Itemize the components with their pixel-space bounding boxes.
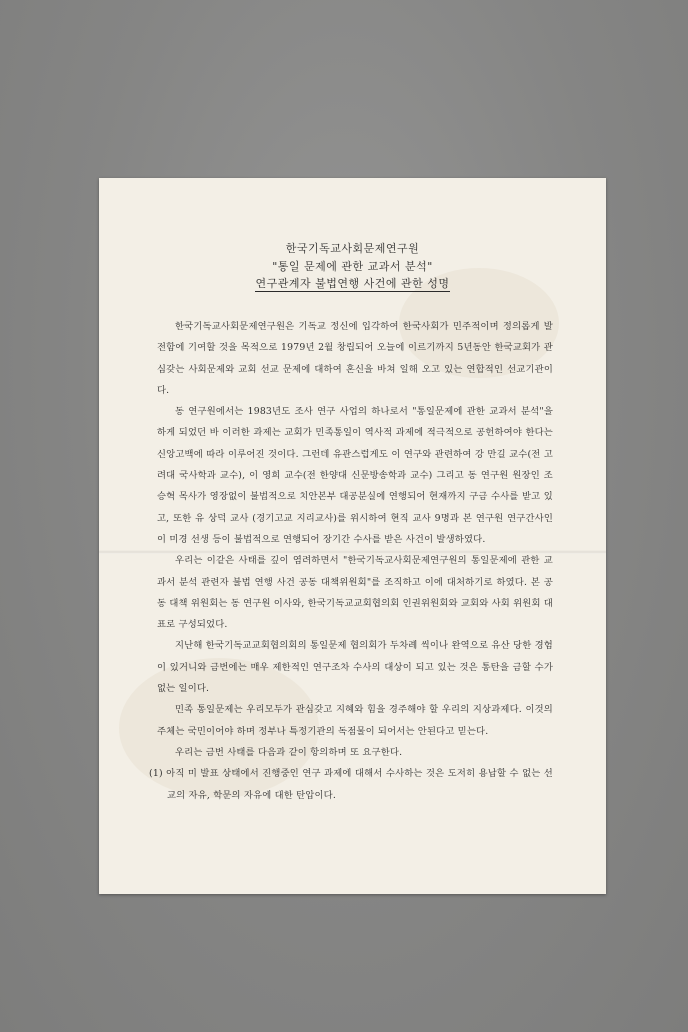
demand-item-1: (1) 아직 미 발표 상태에서 진행중인 연구 과제에 대해서 수사하는 것은 도저히 용납할 수 없는 선교의 자유, 학문의 자유에 대한 탄압이다.: [149, 768, 553, 801]
heading-title: [99, 275, 606, 291]
statement-body: [149, 316, 553, 806]
heading-org: 한국기독교사회문제연구원: [285, 242, 420, 255]
paragraph-6: 우리는 금번 사태를 다음과 같이 항의하며 또 요구한다.: [175, 746, 403, 758]
paragraph-5: 민족 통일문제는 우리모두가 관심갖고 지혜와 힘을 경주해야 할 우리의 지상과제다. 이것의 주체는 국민이어야 하며 정부나 특정기관의 독점물이 되어서는 안된다고 믿는다.: [157, 704, 553, 737]
paragraph-4: 지난해 한국기독교교회협의회의 통일문제 협의회가 두차례 씩이나 완역으로 유산 당한 경험이 있거니와 금번에는 매우 제한적인 연구조차 수사의 대상이 되고 있는 것은 통탄을 금할 수가 없는 일이다.: [157, 640, 553, 695]
paragraph-3: 우리는 이같은 사태를 깊이 염려하면서 "한국기독교사회문제연구원의 통일문제에 관한 교과서 분석 관련자 불법 연행 사건 공동 대책위원회"를 조직하고 이에 대처하기로 하였다. 본 공동 대책 위원회는 동 연구원 이사와, 한국기독교교회협의회 인권위원회와 교회와 사회 위원회 대표로 구성되었다.: [157, 555, 553, 631]
paragraph-1: 한국기독교사회문제연구원은 기독교 정신에 입각하여 한국사회가 민주적이며 정의롭게 발전함에 기여할 것을 목적으로 1979년 2월 창립되어 오늘에 이르기까지 5년동안 한국교회가 관심갖는 사회문제와 교회 선교 문제에 대하여 혼신을 바쳐 일해 오고 있는 연합적인 선교기관이다.: [157, 321, 553, 396]
heading-subject: "통일 문제에 관한 교과서 분석": [272, 260, 433, 273]
heading-title-text: 연구관계자 불법연행 사건에 관한 성명: [255, 277, 450, 290]
document-sheet: [99, 178, 606, 894]
paragraph-2: 동 연구원에서는 1983년도 조사 연구 사업의 하나로서 "통일문제에 관한 교과서 분석"을 하게 되었던 바 이러한 과제는 교회가 민족통일이 역사적 과제에 적극적으로 공헌하여야 한다는 신앙고백에 따라 이루어진 것이다. 그런데 유관스럽게도 이 연구와 관련하여 강 만길 교수(전 고려대 국사학과 교수), 이 영희 교수(전 한양대 신문방송학과 교수) 그리고 동 연구원 원장인 조 승혁 목사가 영장없이 불법적으로 치안본부 대공분실에 연행되어 현재까지 구금 수사를 받고 있고, 또한 유 상덕 교사 (경기고교 지리교사)를 위시하여 현직 교사 9명과 본 연구원 연구간사인 이 미경 선생 등이 불법적으로 연행되어 장기간 수사를 받은 사건이 발생하였다.: [157, 406, 553, 545]
